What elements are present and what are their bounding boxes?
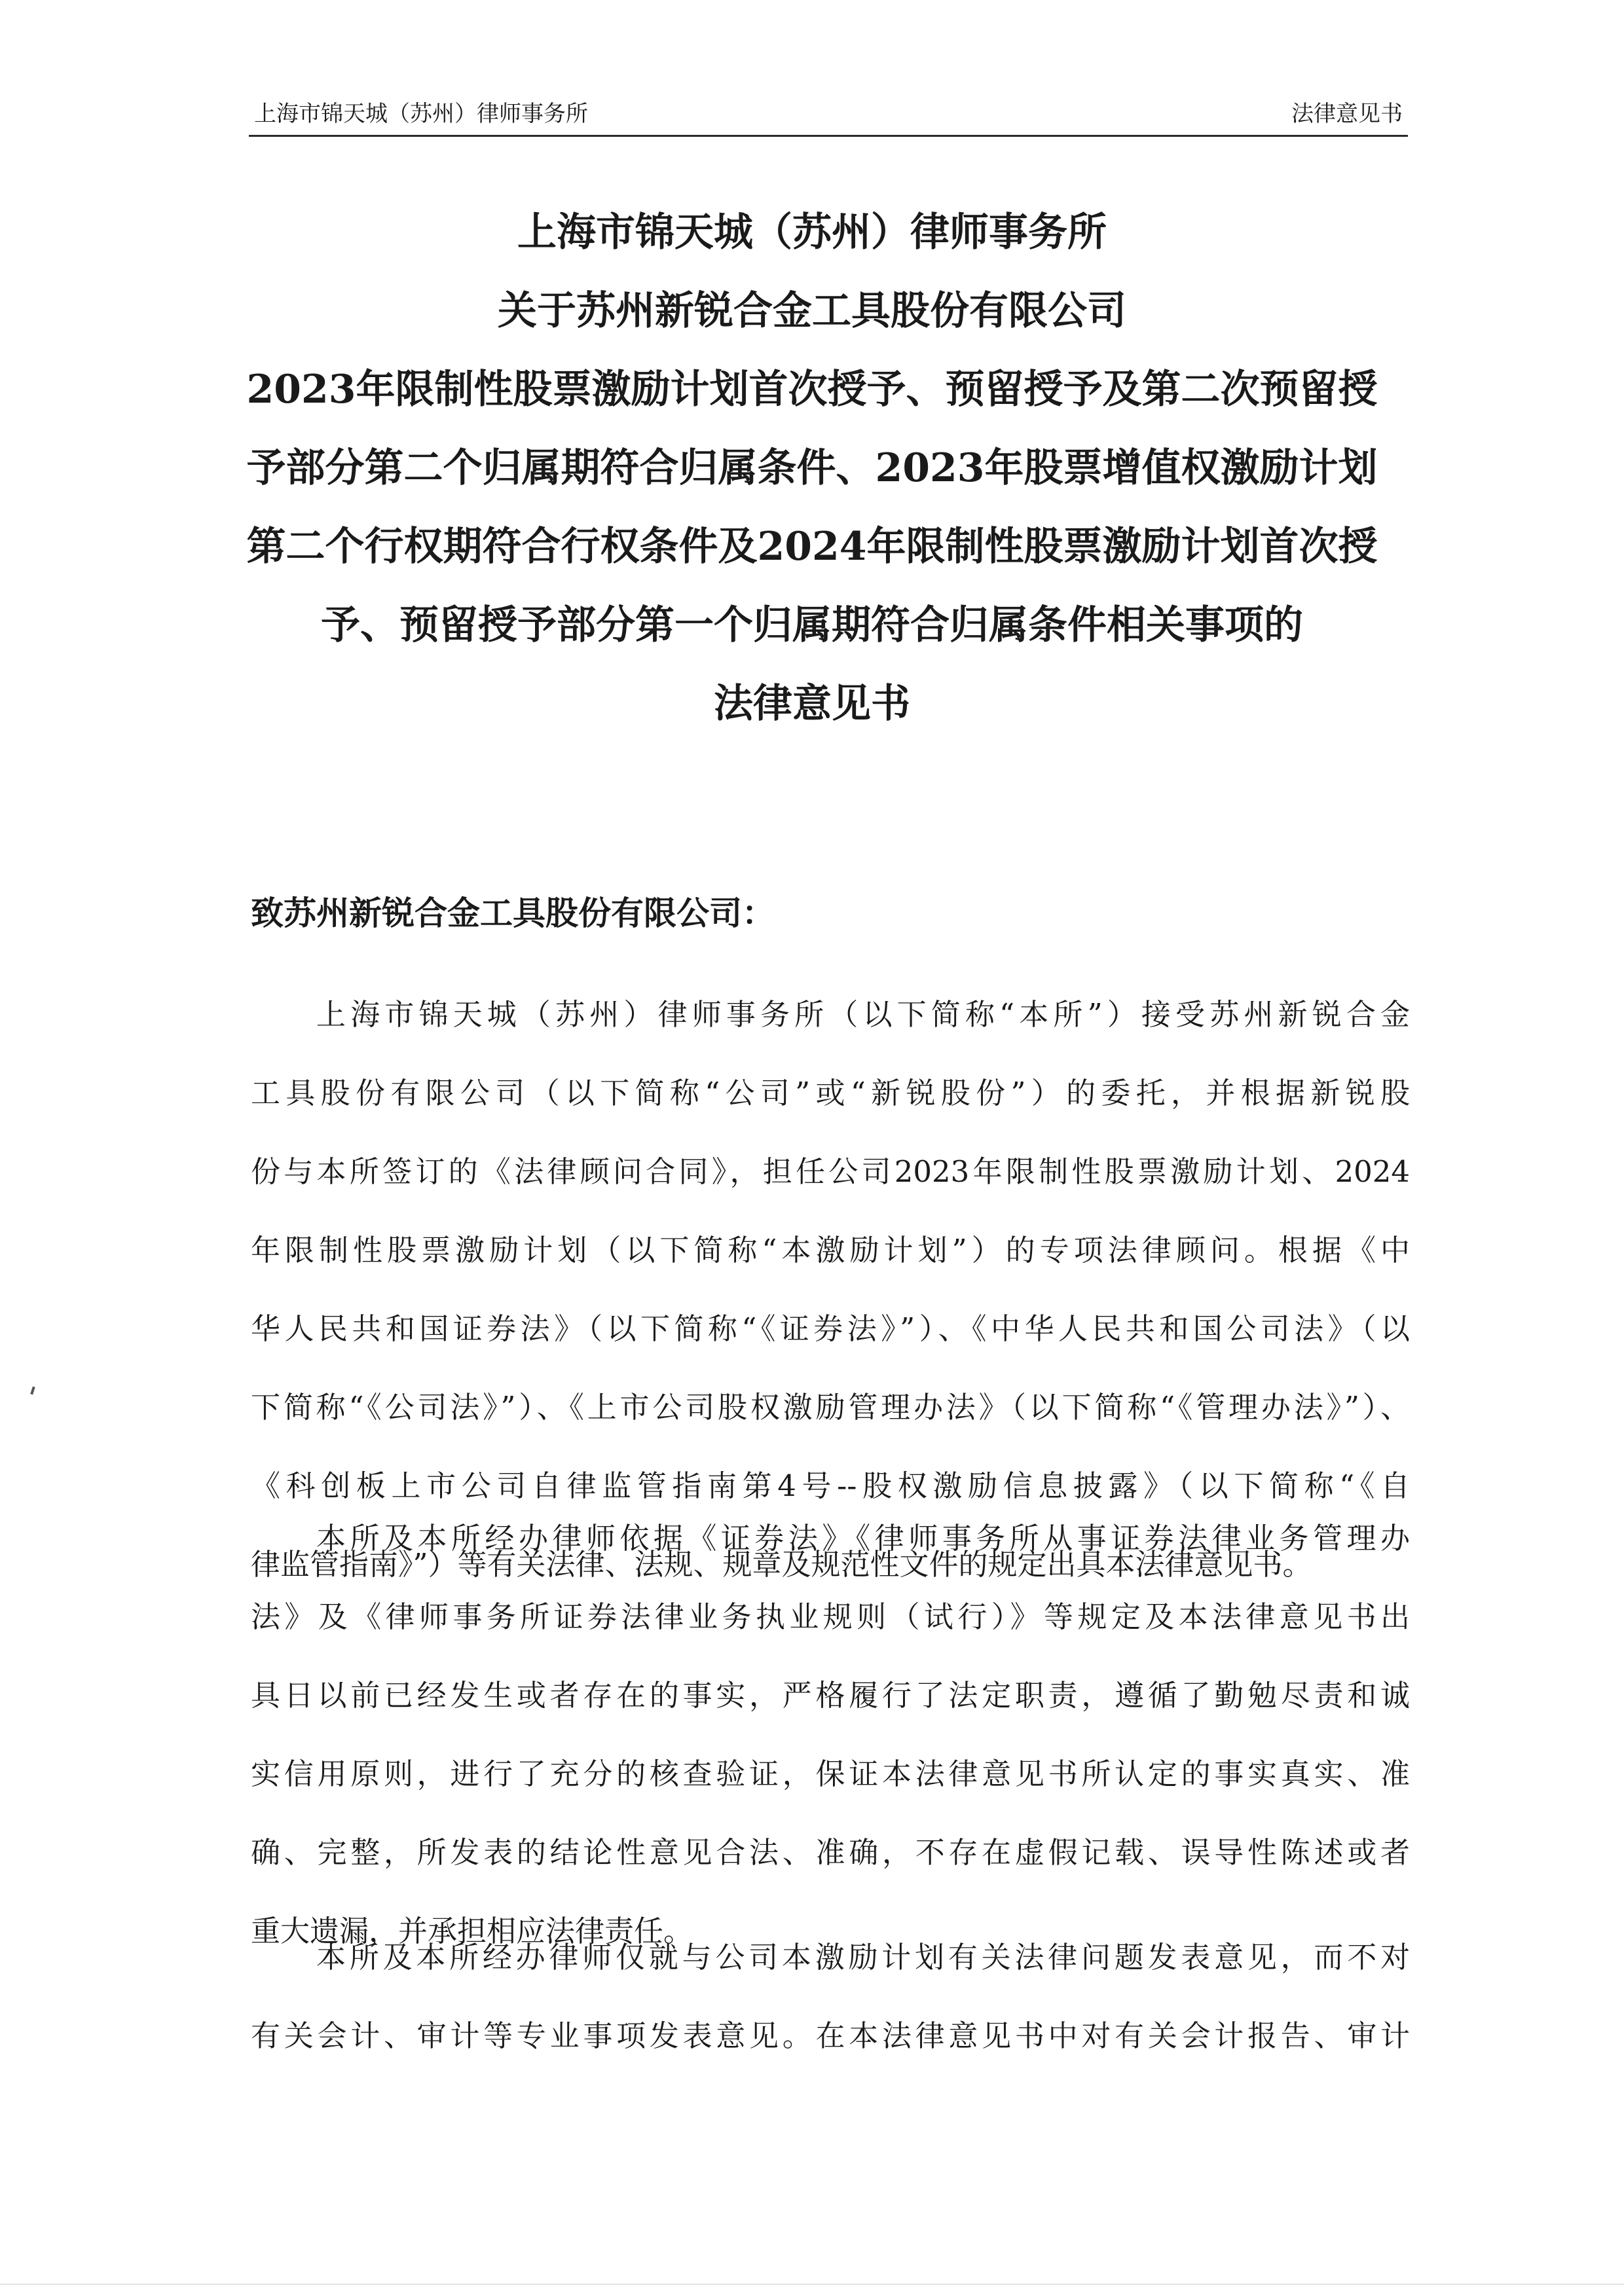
paragraph-line: 有关会计、审计等专业事项发表意见。在本法律意见书中对有关会计报告、审计 — [251, 2018, 1410, 2053]
title-line: 予、预留授予部分第一个归属期符合归属条件相关事项的 — [321, 602, 1303, 648]
title-line: 法律意见书 — [714, 681, 910, 727]
paragraph-line: 实信用原则，进行了充分的核查验证，保证本法律意见书所认定的事实真实、准 — [251, 1757, 1410, 1791]
paragraph-line: 确、完整，所发表的结论性意见合法、准确，不存在虚假记载、误导性陈述或者 — [251, 1835, 1410, 1870]
paragraph-line: 年限制性股票激励计划（以下简称“本激励计划”）的专项法律顾问。根据《中 — [251, 1233, 1410, 1267]
title-line: 予部分第二个归属期符合归属条件、2023年股票增值权激励计划 — [246, 445, 1378, 491]
paragraph-line: 重大遗漏，并承担相应法律责任。 — [251, 1914, 693, 1948]
paragraph-responsibility — [251, 1499, 1410, 1971]
paragraph-scope — [251, 1918, 1410, 2075]
paragraph-line: 份与本所签订的《法律顾问合同》，担任公司2023年限制性股票激励计划、2024 — [251, 1154, 1410, 1189]
paragraph-line: 下简称“《公司法》”）、《上市公司股权激励管理办法》（以下简称“《管理办法》”）、 — [251, 1390, 1410, 1425]
title-line: 关于苏州新锐合金工具股份有限公司 — [498, 288, 1126, 334]
title-line: 上海市锦天城（苏州）律师事务所 — [517, 210, 1107, 255]
scan-edge-line — [0, 2284, 1624, 2285]
paragraph-line: 工具股份有限公司（以下简称“公司”或“新锐股份”）的委托，并根据新锐股 — [251, 1076, 1410, 1110]
paragraph-line: 《科创板上市公司自律监管指南第4号--股权激励信息披露》（以下简称“《自 — [251, 1468, 1410, 1503]
header-document-type: 法律意见书 — [1291, 101, 1403, 127]
paragraph-line: 本所及本所经办律师依据《证券法》《律师事务所从事证券法律业务管理办 — [316, 1521, 1410, 1556]
title-line: 2023年限制性股票激励计划首次授予、预留授予及第二次预留授 — [246, 367, 1378, 412]
document-title — [170, 193, 1454, 743]
paragraph-line: 法》及《律师事务所证券法律业务执业规则（试行）》等规定及本法律意见书出 — [251, 1599, 1410, 1634]
paragraph-line: 具日以前已经发生或者存在的事实，严格履行了法定职责，遵循了勤勉尽责和诚 — [251, 1678, 1410, 1713]
addressee: 致苏州新锐合金工具股份有限公司： — [251, 894, 775, 932]
scan-speck — [30, 1387, 35, 1395]
header-firm-name: 上海市锦天城（苏州）律师事务所 — [254, 101, 588, 127]
running-header — [249, 97, 1408, 137]
title-line: 第二个行权期符合行权条件及2024年限制性股票激励计划首次授 — [246, 524, 1378, 570]
paragraph-line: 律监管指南》”）等有关法律、法规、规章及规范性文件的规定出具本法律意见书。 — [251, 1547, 1312, 1582]
paragraph-line: 华人民共和国证券法》（以下简称“《证券法》”）、《中华人民共和国公司法》（以 — [251, 1311, 1410, 1346]
paragraph-line: 本所及本所经办律师仅就与公司本激励计划有关法律问题发表意见，而不对 — [316, 1940, 1410, 1975]
paragraph-line: 上海市锦天城（苏州）律师事务所（以下简称“本所”）接受苏州新锐合金 — [316, 997, 1410, 1032]
